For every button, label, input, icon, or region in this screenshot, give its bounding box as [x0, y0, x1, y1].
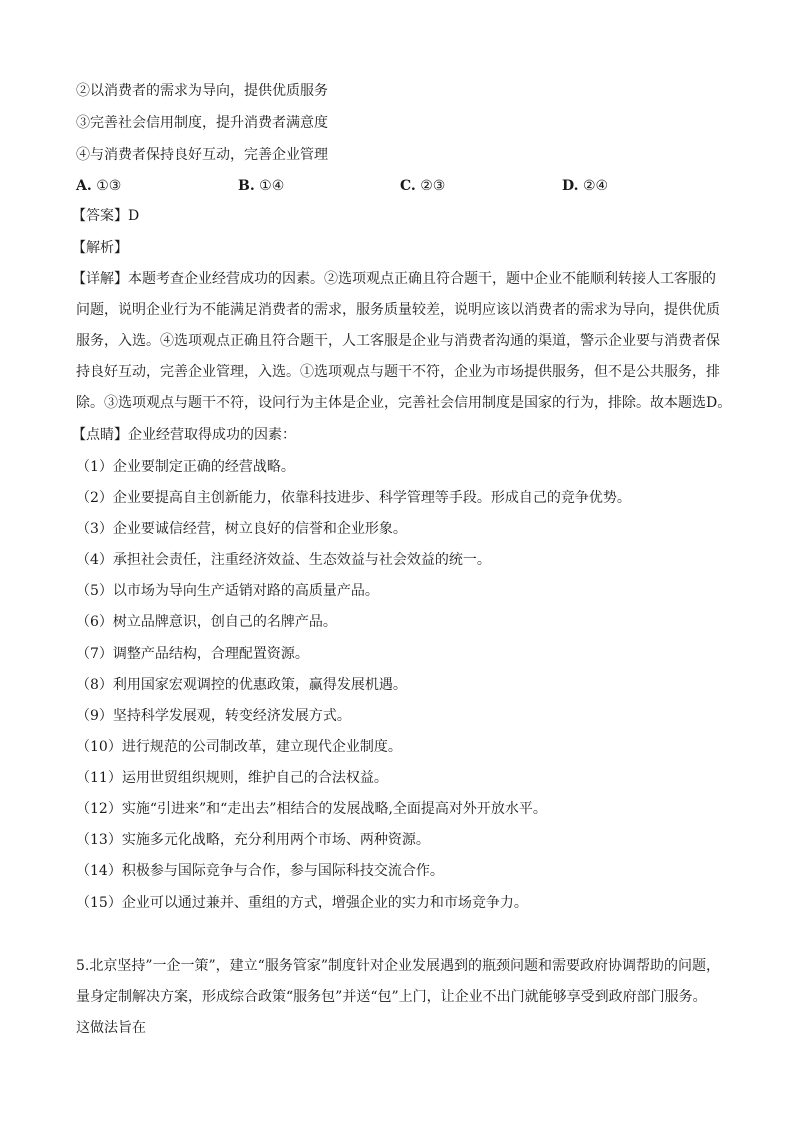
detail-line-4: 持良好互动，完善企业管理，入选。①选项观点与题干不符，企业为市场提供服务，但不是公共服务，排 [76, 364, 720, 380]
option-a [76, 176, 121, 196]
factor-item: （9）坚持科学发展观，转变经济发展方式。 [76, 708, 351, 724]
option-c [400, 176, 445, 196]
factor-item: （1）企业要制定正确的经营战略。 [76, 459, 295, 475]
next-question-line-1: 5.北京坚持”一企一策”，建立“服务管家”制度针对企业发展遇到的瓶颈问题和需要政府协调帮助的问题， [76, 958, 720, 974]
pointer-line [72, 425, 722, 445]
factor-item: （2）企业要提高自主创新能力，依靠科技进步、科学管理等手段。形成自己的竞争优势。 [76, 490, 631, 506]
factor-item: （7）调整产品结构，合理配置资源。 [76, 646, 309, 662]
detail-line-1 [72, 269, 716, 289]
pointer-title: 企业经营取得成功的因素： [128, 427, 296, 443]
option-a-letter: A. [76, 178, 92, 194]
option-c-text: ②③ [420, 178, 446, 194]
detail-line-2: 问题，说明企业行为不能满足消费者的需求，服务质量较差，说明应该以消费者的需求为导向，提供优质 [76, 302, 720, 318]
option-c-letter: C. [400, 178, 416, 194]
option-b-letter: B. [238, 178, 255, 194]
factor-item: （6）树立品牌意识，创自己的名牌产品。 [76, 614, 337, 630]
factor-item: （14）积极参与国际竞争与合作，参与国际科技交流合作。 [76, 863, 444, 879]
pointer-label: 【点睛】 [72, 427, 128, 443]
option-b-text: ①④ [259, 178, 285, 194]
factor-item: （8）利用国家宏观调控的优惠政策，赢得发展机遇。 [76, 677, 407, 693]
statement-2: ②以消费者的需求为导向，提供优质服务 [76, 83, 328, 99]
detail-line-5: 除。③选项观点与题干不符，设问行为主体是企业，完善社会信用制度是国家的行为，排除。故本题选D。 [76, 395, 732, 411]
next-question-line-2: 量身定制解决方案，形成综合政策“服务包”并送“包”上门，让企业不出门就能够享受到政府部门服务。 [76, 989, 707, 1005]
detail-text-1: 本题考查企业经营成功的因素。②选项观点正确且符合题干，题中企业不能顺利转接人工客服的 [128, 271, 716, 287]
answer-label: 【答案】 [72, 208, 128, 224]
factor-item: （15）企业可以通过兼并、重组的方式，增强企业的实力和市场竞争力。 [76, 895, 528, 911]
factor-item: （13）实施多元化战略，充分利用两个市场、两种资源。 [76, 832, 430, 848]
statement-4: ④与消费者保持良好互动，完善企业管理 [76, 147, 328, 163]
option-d [562, 176, 608, 196]
option-d-text: ②④ [582, 178, 609, 194]
factor-item: （12）实施“引进来”和“走出去”相结合的发展战略,全面提高对外开放水平。 [76, 801, 547, 817]
next-question-line-3: 这做法旨在 [76, 1020, 146, 1036]
factor-item: （4）承担社会责任，注重经济效益、生态效益与社会效益的统一。 [76, 552, 491, 568]
detail-line-3: 服务，入选。④选项观点正确且符合题干，人工客服是企业与消费者沟通的渠道，警示企业要与消费者保 [76, 333, 720, 349]
answer-line [72, 206, 722, 226]
factor-item: （5）以市场为导向生产适销对路的高质量产品。 [76, 583, 379, 599]
factor-item: （3）企业要诚信经营，树立良好的信誉和企业形象。 [76, 521, 407, 537]
option-b [238, 176, 284, 196]
analysis-label: 【解析】 [72, 240, 128, 256]
statement-3: ③完善社会信用制度，提升消费者满意度 [76, 115, 328, 131]
factor-item: （10）进行规范的公司制改革，建立现代企业制度。 [76, 739, 402, 755]
factor-item: （11）运用世贸组织规则，维护自己的合法权益。 [76, 770, 388, 786]
option-a-text: ①③ [96, 178, 122, 194]
option-d-letter: D. [562, 178, 579, 194]
detail-label: 【详解】 [72, 271, 128, 287]
answer-value: D [128, 208, 140, 224]
